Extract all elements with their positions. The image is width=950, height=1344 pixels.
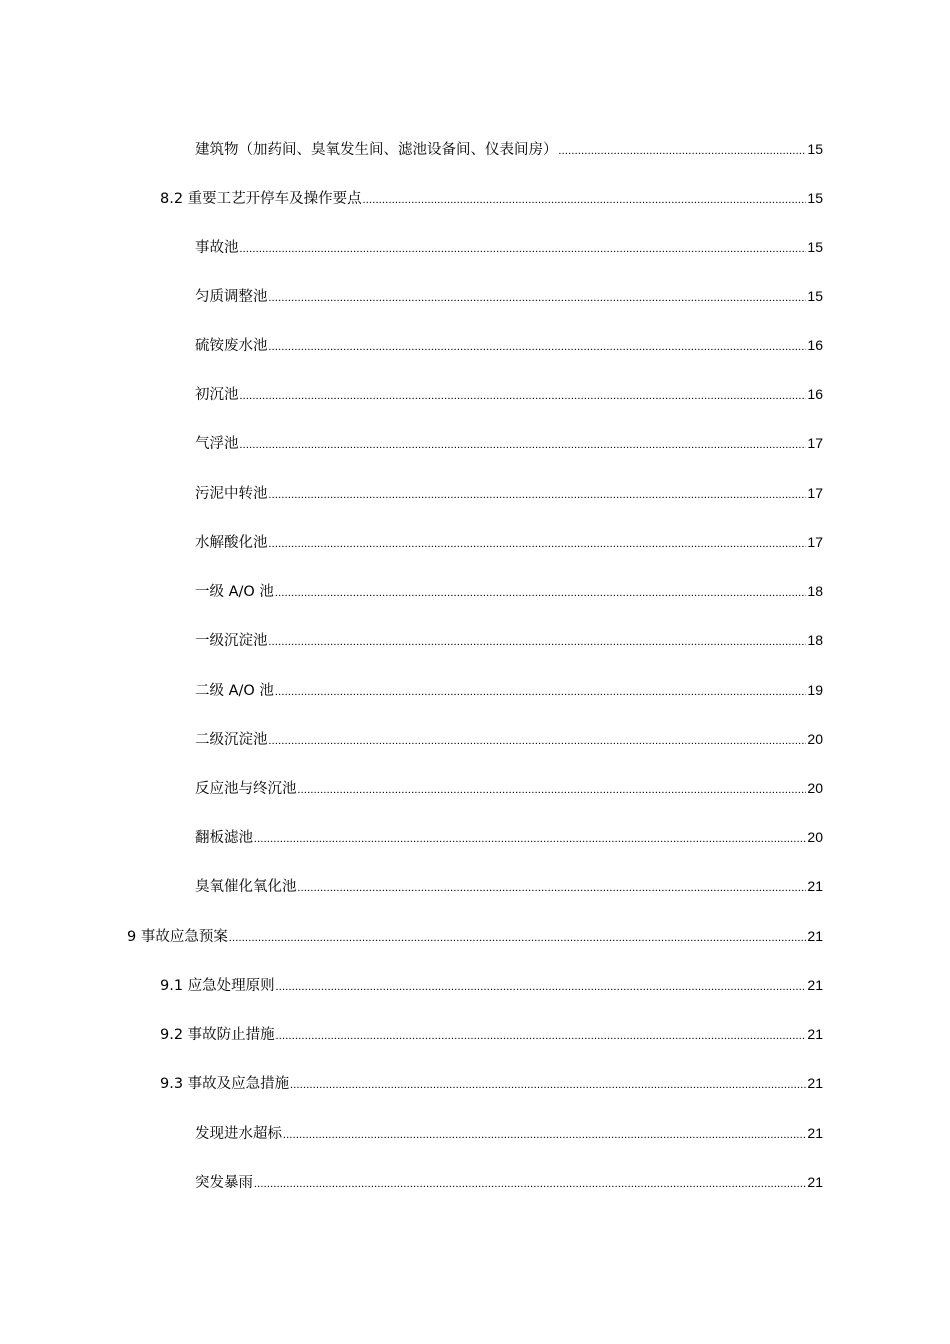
toc-page-number: 18 — [807, 632, 823, 648]
toc-entry-reaction-final-pool[interactable] — [195, 777, 823, 799]
toc-page-number: 19 — [807, 682, 823, 698]
toc-page-number: 21 — [807, 1174, 823, 1190]
toc-dot-leader — [254, 828, 806, 850]
toc-page-number: 15 — [807, 141, 823, 157]
toc-dot-leader — [240, 238, 807, 260]
toc-entry-title: 翻板滤池 — [195, 830, 253, 846]
toc-entry-title: 一级沉淀池 — [195, 633, 268, 649]
toc-entry-title: 突发暴雨 — [195, 1175, 253, 1191]
toc-entry-flap-filter[interactable] — [195, 826, 823, 848]
toc-dot-leader — [276, 976, 807, 998]
toc-entry-title: 发现进水超标 — [195, 1126, 282, 1142]
toc-entry-title: 事故池 — [195, 240, 239, 256]
toc-entry-title: 气浮池 — [195, 436, 239, 452]
toc-entry-buildings[interactable] — [195, 138, 823, 160]
toc-entry-title: 一级 A/O 池 — [195, 584, 274, 600]
toc-entry-ozone-oxidation-pool[interactable] — [195, 875, 823, 897]
toc-dot-leader — [240, 434, 807, 456]
toc-dot-leader — [229, 927, 807, 949]
toc-entry-sludge-transfer-pool[interactable] — [195, 482, 823, 504]
toc-entry-primary-settling-pool[interactable] — [195, 629, 823, 651]
toc-entry-title: 水解酸化池 — [195, 535, 268, 551]
toc-dot-leader — [363, 189, 807, 211]
toc-entry-title: 污泥中转池 — [195, 486, 268, 502]
toc-entry-rainstorm[interactable] — [195, 1171, 823, 1193]
toc-entry-primary-ao-pool[interactable] — [195, 580, 823, 602]
toc-dot-leader — [298, 779, 807, 801]
toc-page-number: 21 — [807, 928, 823, 944]
toc-page-number: 21 — [807, 977, 823, 993]
toc-entry-title: 建筑物（加药间、臭氧发生间、滤池设备间、仪表间房） — [195, 142, 558, 158]
toc-dot-leader — [269, 287, 807, 309]
toc-entry-secondary-settling-pool[interactable] — [195, 728, 823, 750]
toc-dot-leader — [276, 1025, 807, 1047]
toc-page-number: 15 — [807, 190, 823, 206]
toc-dot-leader — [298, 877, 807, 899]
toc-page-number: 15 — [807, 239, 823, 255]
toc-entry-title: 匀质调整池 — [195, 289, 268, 305]
toc-page-number: 17 — [807, 435, 823, 451]
toc-entry-title: 9.1 应急处理原则 — [160, 978, 275, 994]
toc-entry-flotation-pool[interactable] — [195, 432, 823, 454]
toc-dot-leader — [269, 533, 807, 555]
toc-dot-leader — [283, 1124, 806, 1146]
toc-entry-hydrolysis-pool[interactable] — [195, 531, 823, 553]
toc-page-number: 20 — [807, 829, 823, 845]
toc-entry-9[interactable] — [127, 925, 823, 947]
toc-dot-leader — [275, 681, 806, 703]
toc-dot-leader — [269, 631, 807, 653]
toc-entry-primary-sedimentation[interactable] — [195, 383, 823, 405]
toc-page-number: 17 — [807, 534, 823, 550]
toc-page-number: 16 — [807, 386, 823, 402]
toc-entry-title: 硫铵废水池 — [195, 338, 268, 354]
toc-page-number: 17 — [807, 485, 823, 501]
toc-entry-homogenization-pool[interactable] — [195, 285, 823, 307]
toc-page-number: 20 — [807, 731, 823, 747]
toc-page-number: 18 — [807, 583, 823, 599]
toc-dot-leader — [290, 1074, 806, 1096]
toc-entry-title: 二级 A/O 池 — [195, 683, 274, 699]
toc-dot-leader — [254, 1173, 806, 1195]
toc-page-number: 21 — [807, 1125, 823, 1141]
toc-entry-accident-pool[interactable] — [195, 236, 823, 258]
toc-entry-8-2[interactable] — [160, 187, 823, 209]
toc-entry-title: 反应池与终沉池 — [195, 781, 297, 797]
toc-page-number: 20 — [807, 780, 823, 796]
toc-page-number: 21 — [807, 878, 823, 894]
toc-entry-9-1[interactable] — [160, 974, 823, 996]
toc-page-number: 15 — [807, 288, 823, 304]
toc-entry-9-3[interactable] — [160, 1072, 823, 1094]
toc-dot-leader — [240, 385, 807, 407]
toc-dot-leader — [269, 730, 807, 752]
toc-dot-leader — [269, 336, 807, 358]
toc-dot-leader — [275, 582, 806, 604]
toc-page-number: 21 — [807, 1075, 823, 1091]
toc-entry-ammonium-sulfate-pool[interactable] — [195, 334, 823, 356]
toc-entry-title: 二级沉淀池 — [195, 732, 268, 748]
toc-entry-title: 臭氧催化氧化池 — [195, 879, 297, 895]
toc-entry-title: 9 事故应急预案 — [127, 929, 228, 945]
toc-entry-secondary-ao-pool[interactable] — [195, 679, 823, 701]
toc-dot-leader — [559, 140, 807, 162]
toc-entry-title: 9.3 事故及应急措施 — [160, 1076, 290, 1092]
toc-entry-title: 9.2 事故防止措施 — [160, 1027, 275, 1043]
toc-page-number: 16 — [807, 337, 823, 353]
toc-entry-9-2[interactable] — [160, 1023, 823, 1045]
toc-entry-title: 初沉池 — [195, 387, 239, 403]
toc-entry-title: 8.2 重要工艺开停车及操作要点 — [160, 191, 362, 207]
toc-entry-influent-exceed[interactable] — [195, 1122, 823, 1144]
toc-page-number: 21 — [807, 1026, 823, 1042]
toc-dot-leader — [269, 484, 807, 506]
